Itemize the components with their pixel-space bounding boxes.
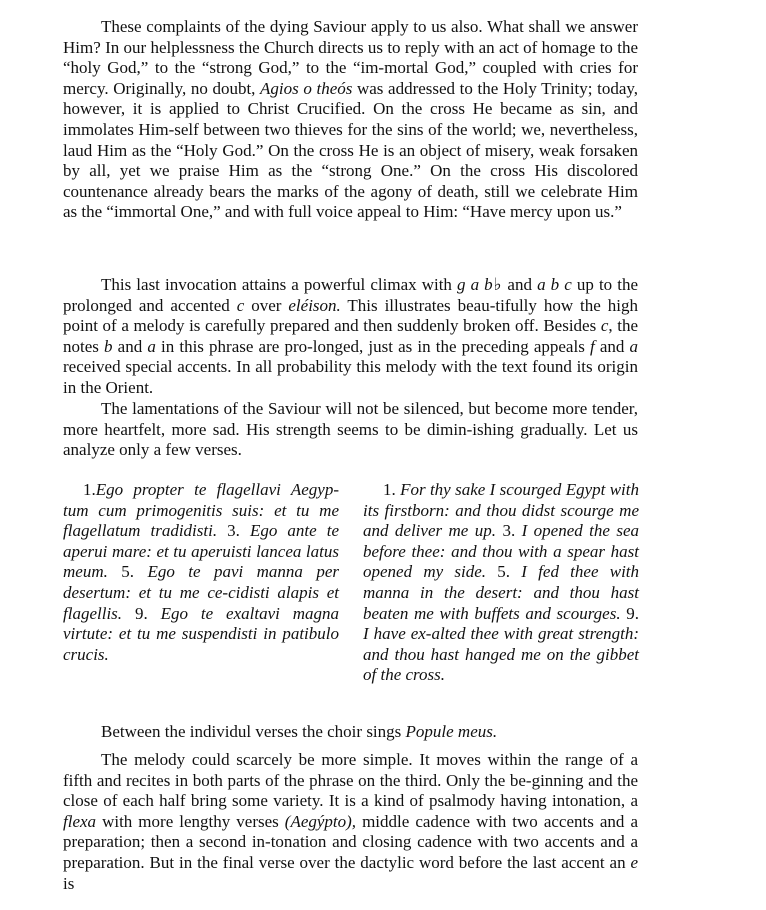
italic-run: c <box>600 316 609 336</box>
text-run: with more lengthy verses <box>96 811 285 831</box>
verse-text: Ego ante te aperui mare: et tu aperuisti lancea latus meum. <box>63 521 340 582</box>
english-verses-column <box>363 480 639 686</box>
italic-run: a <box>147 336 156 356</box>
verse-text: I opened the sea before thee: and thou with a spear hast opened my side. <box>363 521 640 582</box>
verse-text: Ego te exaltavi magna virtute: et tu me suspendisti in patibulo crucis. <box>63 603 340 664</box>
italic-run: f <box>589 336 595 356</box>
italic-run: Agios o theós <box>260 78 353 98</box>
verse-number: 3. <box>227 521 240 541</box>
text-run: and <box>112 336 148 356</box>
italic-run: eléison. <box>288 295 341 315</box>
italic-run: (Aegýpto), <box>284 811 357 831</box>
italic-run: g a b♭ <box>457 275 503 294</box>
verse-number: 3. <box>502 521 516 541</box>
italic-run: b <box>104 336 113 356</box>
paragraph-melody <box>63 750 638 894</box>
paragraph-invocation <box>63 275 638 399</box>
text-run: and <box>594 336 630 356</box>
italic-run: Popule meus. <box>405 722 498 741</box>
verse-number: 9. <box>626 603 639 623</box>
text-run: , the notes <box>63 316 638 356</box>
italic-run: flexa <box>63 811 97 831</box>
verse-number: 5. <box>121 562 135 582</box>
verse-text: I have ex-alted thee with great strength: and thou hast hanged me on the gibbet of the cross. <box>363 624 639 685</box>
text-run: middle cadence with two accents and a preparation; then a second in-tonation and closing cadence with two accents and a preparation. But in the final verse over the dactylic word before the last accent an <box>63 811 638 872</box>
paragraph-complaints <box>63 17 638 223</box>
verse-text: Ego propter te flagellavi Aegyp-tum cum primogenitis suis: et tu me flagellatum tradidisti. <box>63 480 339 541</box>
text-run: up to the prolonged and accented <box>63 275 639 315</box>
italic-run: e <box>630 852 638 872</box>
italic-run: a b c <box>537 275 572 294</box>
verse-number: 5. <box>497 562 511 582</box>
verse-number: 9. <box>134 603 148 623</box>
verse-number: 1. <box>383 480 396 499</box>
italic-run: a <box>629 336 639 356</box>
latin-verses-column <box>63 480 339 665</box>
verse-text: Ego te pavi manna per desertum: et tu me ce-cidisti alapis et flagellis. <box>63 562 339 623</box>
text-run: This illustrates beau-tifully how the high point of a melody is carefully prepared and then suddenly broken off. Besides <box>63 295 638 336</box>
text-run: over <box>244 295 289 315</box>
text-run: in this phrase are pro-longed, just as in the preceding appeals <box>155 336 590 356</box>
text-run: and <box>502 275 538 294</box>
verse-text: For thy sake I scourged Egypt with its firstborn: and thou didst scourge me and deliver me up. <box>363 480 640 541</box>
verse-text: I fed thee with manna in the desert: and thou hast beaten me with buffets and scourges. <box>363 562 640 623</box>
paragraph-lamentations: The lamentations of the Saviour will not be silenced, but become more tender, more heartfelt, more sad. His strength seems to be dimin-ishing gradually. Let us analyze only a few verses. <box>63 399 638 460</box>
text-run: This last invocation attains a powerful climax with <box>101 275 457 294</box>
paragraph-choir <box>63 722 638 743</box>
text-run: Between the individul verses the choir sings <box>101 722 406 741</box>
verse-number: 1. <box>83 480 96 499</box>
text-run: The melody could scarcely be more simple. It moves within the range of a fifth and recites in both parts of the phrase on the third. Only the be-ginning and the close of each half bring some variety. It is a kind of psalmody having intonation, a <box>63 750 638 811</box>
text-run: received special accents. In all probability this melody with the text found its origin in the Orient. <box>63 357 638 397</box>
italic-run: c <box>236 295 245 315</box>
text-run: was addressed to the Holy Trinity; today, however, it is applied to Christ Crucified. On the cross He became as sin, and immolates Him-self between two thieves for the sins of the world; we, nevertheless, laud Him as the “Holy God.” On the cross He is an object of misery, weak forsaken by all, yet we praise Him as the “strong One.” On the cross His discolored countenance already bears the marks of the agony of death, still we celebrate Him as the “immortal One,” and with full voice appeal to Him: “Have mercy upon us.” <box>63 78 639 222</box>
text-run: is <box>63 873 75 893</box>
text-run: These complaints of the dying Saviour apply to us also. What shall we answer Him? In our helplessness the Church directs us to reply with an act of homage to the “holy God,” to the “strong God,” to the “im-mortal God,” coupled with cries for mercy. Originally, no doubt, <box>63 17 638 98</box>
